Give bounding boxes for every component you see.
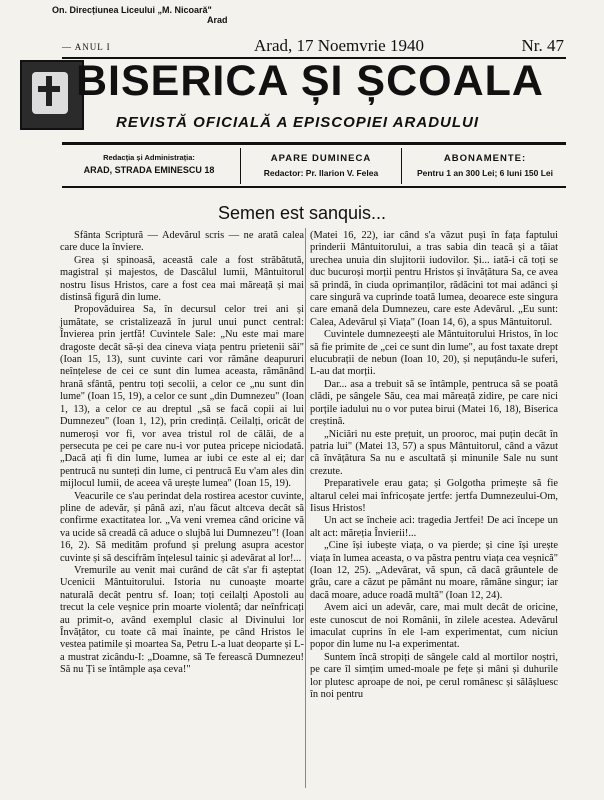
masthead-rule	[62, 142, 566, 145]
subscription-info	[404, 148, 566, 184]
library-stamp	[52, 5, 228, 25]
editor-info	[240, 148, 402, 184]
paragraph: Preparativele erau gata; și Golgotha primește să fie altarul celei mai înfricoșate jertfe: jertfa Dumnezeului-Om, Iisus Hristos!	[310, 478, 558, 514]
issue-number: Nr. 47	[521, 36, 564, 55]
paragraph: Un act se încheie aci: tragedia Jertfei! De aci începe un alt act: măreția Învierii!...	[310, 515, 558, 539]
article-left-column	[60, 230, 304, 677]
stamp-line-2: Arad	[207, 15, 228, 25]
paragraph: Sfânta Scriptură — Adevărul scris — ne arată calea care duce la înviere.	[60, 230, 304, 254]
subscription-label: ABONAMENTE:	[443, 153, 527, 164]
masthead-title: BISERICA ȘI ȘCOALA	[76, 57, 544, 105]
paragraph: Dar... asa a trebuit să se întâmple, pentruca să se poată clădi, pe sângele Său, cea mai măreață zidire, pe care nici porțile iadului nu o vor putea birui (Matei 16, 18), Biserica creștină.	[310, 378, 558, 428]
appears-label: APARE DUMINECA	[270, 153, 372, 164]
editor-name: Redactor: Pr. Ilarion V. Felea	[263, 168, 379, 178]
paragraph: Avem aici un adevăr, care, mai mult decât de oricine, este cunoscut de noi Românii, în zilele acestea. Adevărul imaculat cuprins în ele l-am experimentat, cum niciun popor din lume nu l-a experimentat.	[310, 602, 558, 651]
article-title: Semen est sanquis...	[217, 203, 387, 223]
subscription-price: Pentru 1 an 300 Lei; 6 luni 150 Lei	[416, 168, 554, 178]
info-bottom-rule	[62, 186, 566, 188]
paragraph: „Niciări nu este prețuit, un prooroc, mai puțin decât în patria lui" (Matei 13, 57) a spus Mântuitorul, când a văzut că învățătura Sa nu e ascultată și minunile Sale nu sunt crezute.	[310, 428, 558, 477]
administration-info	[62, 148, 236, 184]
paragraph: Grea și spinoasă, această cale a fost străbătută, magistral și majestos, de Dascălul lumii, Mântuitorul nostru Iisus Hristos, care a fost cea mai măreață și mai distinsă figură din lume.	[60, 254, 304, 304]
dateline	[62, 36, 564, 58]
masthead-subtitle: REVISTĂ OFICIALĂ A EPISCOPIEI ARADULUI	[116, 114, 480, 131]
paragraph: „Cine își iubește viața, o va pierde; și cine își urește viața în lumea aceasta, o va păstra pentru viața cea veșnică" (Ioan 12, 25). „Adevărat, vă spun, că dacă grăuntele de grâu, care a căzut pe pământ nu moare, rămâne singur; iar dacă moare, aduce roadă multă" (Ioan 12, 24).	[310, 540, 559, 601]
paragraph: Veacurile ce s'au perindat dela rostirea acestor cuvinte, pline de adevăr, și până azi, n'au făcut altceva decât să confirme exactitatea lor. „Va veni vremea când oricine vă va ucide să creadă că aduce o slujbă lui Dumnezeu"! (Ioan 16, 2). Să medităm profund și prelung asupra acestor cuvinte și să descifrăm înțelesul tainic și adevărat al lor!...	[60, 490, 304, 564]
column-divider	[305, 228, 306, 788]
church-seal-icon	[20, 60, 84, 130]
admin-label: Redacția și Administrația:	[103, 153, 195, 162]
paragraph: Cuvintele dumnezeești ale Mântuitorului Hristos, în loc să fie primite de „cei ce sunt din lume", au fost taxate drept elucubrații de nebun (Ioan 10, 20), și nepuțându-le suferi, L-au dat morții.	[310, 329, 558, 378]
stamp-line-1: On. Direcțiunea Liceului „M. Nicoară"	[52, 5, 212, 15]
admin-address: ARAD, STRADA EMINESCU 18	[83, 165, 215, 175]
paragraph: Propovăduirea Sa, în decursul celor trei ani și jumătate, se cristalizează în jurul unui punct central: Învierea prin jertfă! Cuvintele Sale: „Nu este mai mare dragoste decât să-și dea cineva viața pentru prietenii săi" (Ioan 15, 13), sunt cuvinte cari vor rămâne deapururi neînțelese de cei ce sunt din lumea aceasta, rămânând hrană sfântă, pentru toți secolii, a celor ce „nu sunt din lume" (Ioan 15, 19), a celor ce sunt „din Dumnezeu" (Ioan 1, 13), a celor ce au dreptul „să se facă copii ai lui Dumnezeu" (Ioan 1, 12), prin credință. Ceilalți, oricât de numeroși vor fi, vor avea tristul rol de călăi, de a persecuta pe cei pe care nu-i vor putea pricepe niciodată. „Dacă ați fi din lume, lumea ar iubi ce este al ei; dar pentrucă nu sunteți din lume, ci pentrucă Eu v'am ales din mijlocul lumii, de aceea vă urește lumea" (Ioan 15, 19).	[60, 304, 304, 490]
paragraph: Vremurile au venit mai curând de cât s'ar fi așteptat Ucenicii Mântuitorului. Istoria nu cunoaște moarte naturală decât pentru sf. Ioan; toți ceilalți Apostoli au trecut la cele veșnice prin moarte violentă; dar neînfricați au primit-o, având exemplul clasic al Divinului lor Învățător, cu toate că mai înainte, pe când Hristos le vestea patimile și moartea Sa, Petru L-a luat deoparte și L-a mustrat zicându-I: „Doamne, să Te ferească Dumnezeu! Să nu Ți se întâmple așa ceva!"	[60, 564, 304, 676]
paragraph: Suntem încă stropiți de sângele cald al mortilor noștri, pe care îl simțim umed-moale pe fețe și mâni și duhurile lor plutesc aproape de noi, pe cerul românesc și sălășluesc în noi pentru	[310, 651, 558, 701]
info-bar	[62, 148, 566, 184]
issue-date: Arad, 17 Noemvrie 1940	[254, 36, 424, 55]
volume-code: — ANUL I	[62, 42, 111, 52]
paragraph: (Matei 16, 22), iar când s'a văzut pușì în fața faptului prinderii Mântuitorului, a tras sabia din teacă și a tăiat urechea unuia din slujitorii iudovilor. Și... iată-i că toți se duc bucuroși morții pentru Hristos și învățătura Sa, ce avea să prindă, în ciuda oprimanților, rădăcini tot mai adânci și care singură va cuprinde toată lumea, deoarece este singura care emană dela Dumnezeu, care este Adevărul. „Eu sunt: Calea, Adevărul și Viața" (Ioan 14, 6), a spus Mântuitorul.	[310, 230, 558, 328]
article-right-column	[310, 230, 558, 701]
